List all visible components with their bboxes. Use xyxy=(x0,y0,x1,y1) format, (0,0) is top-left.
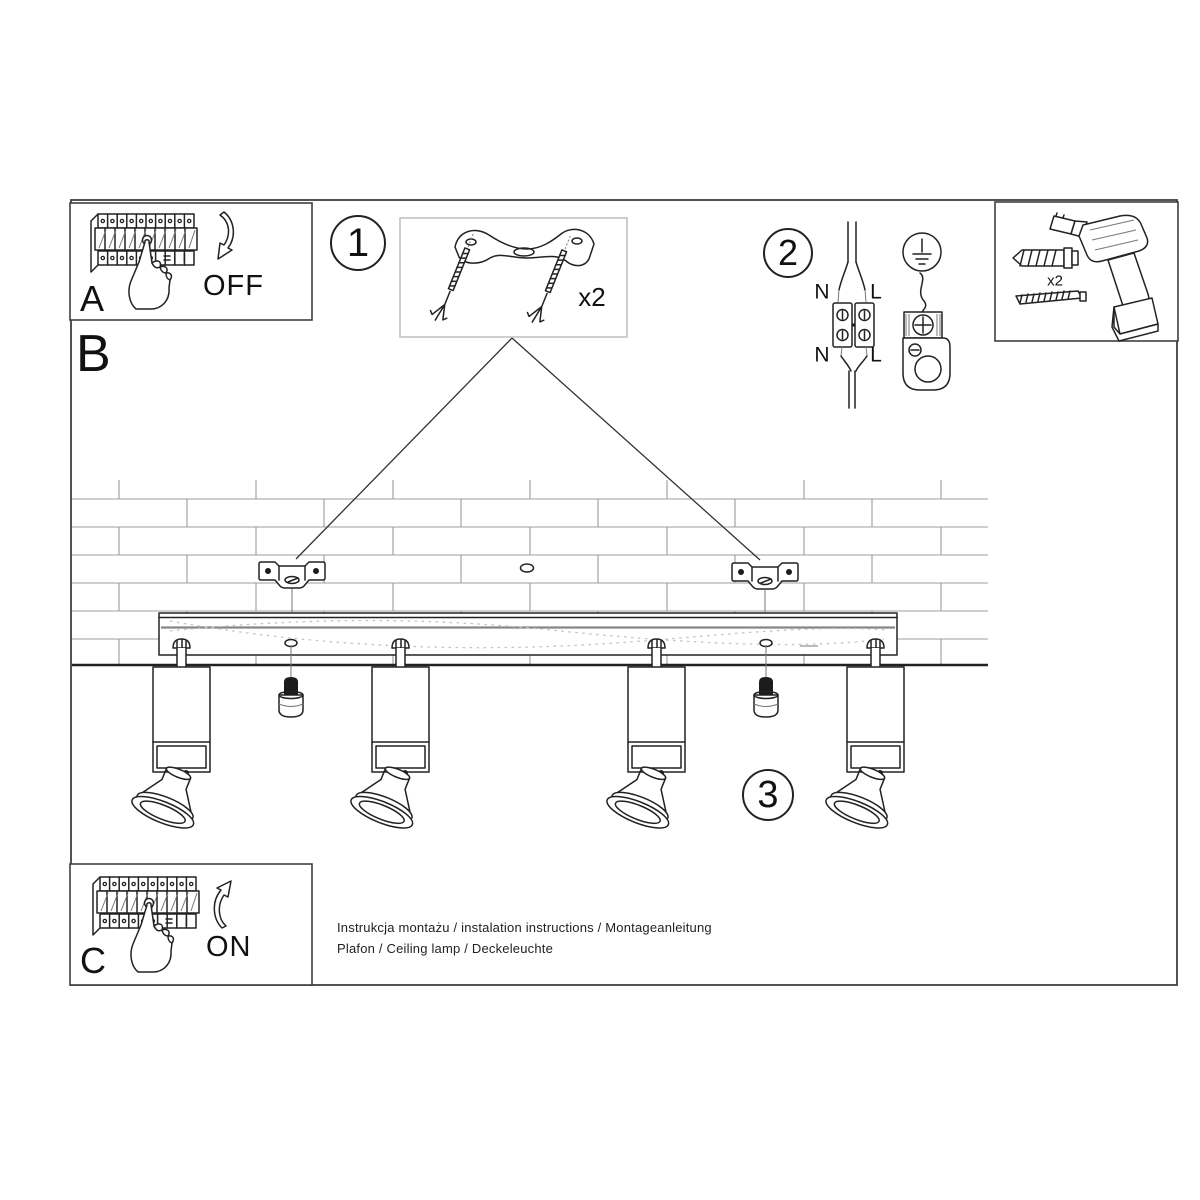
step2-wiring xyxy=(833,222,950,408)
tools-box xyxy=(995,202,1178,341)
on-label: ON xyxy=(206,931,252,963)
step2-number: 2 xyxy=(777,232,799,273)
footer-line-1: Instrukcja montażu / instalation instructions / Montageanleitung xyxy=(337,920,712,935)
footer-line-2: Plafon / Ceiling lamp / Deckeleuchte xyxy=(337,941,554,956)
anchors-quantity: x2 xyxy=(1047,272,1063,290)
panel-a xyxy=(70,203,312,320)
wall-plug-icon xyxy=(1013,248,1078,268)
ground-wire xyxy=(920,273,926,312)
step1-parts-box xyxy=(400,218,627,337)
brackets-quantity: x2 xyxy=(578,282,606,312)
wire-label-n-top: N xyxy=(814,280,830,304)
cable-bottom xyxy=(849,371,855,408)
wire-label-l-top: L xyxy=(870,280,882,304)
bracket-alignment-lines xyxy=(292,589,765,612)
panel-c xyxy=(70,864,312,985)
mounting-rail xyxy=(159,613,897,655)
ground-terminal-icon xyxy=(903,312,950,390)
step3-number: 3 xyxy=(757,774,779,816)
off-label: OFF xyxy=(203,270,264,302)
wall-drill-hole xyxy=(521,564,534,572)
step1-number: 1 xyxy=(346,221,370,265)
cable-top xyxy=(848,222,856,262)
wire-label-l-bottom: L xyxy=(870,343,882,367)
wire-label-n-bottom: N xyxy=(814,343,830,367)
section-b-letter: B xyxy=(76,325,111,383)
panel-a-letter: A xyxy=(80,278,105,319)
panel-c-letter: C xyxy=(80,940,106,981)
